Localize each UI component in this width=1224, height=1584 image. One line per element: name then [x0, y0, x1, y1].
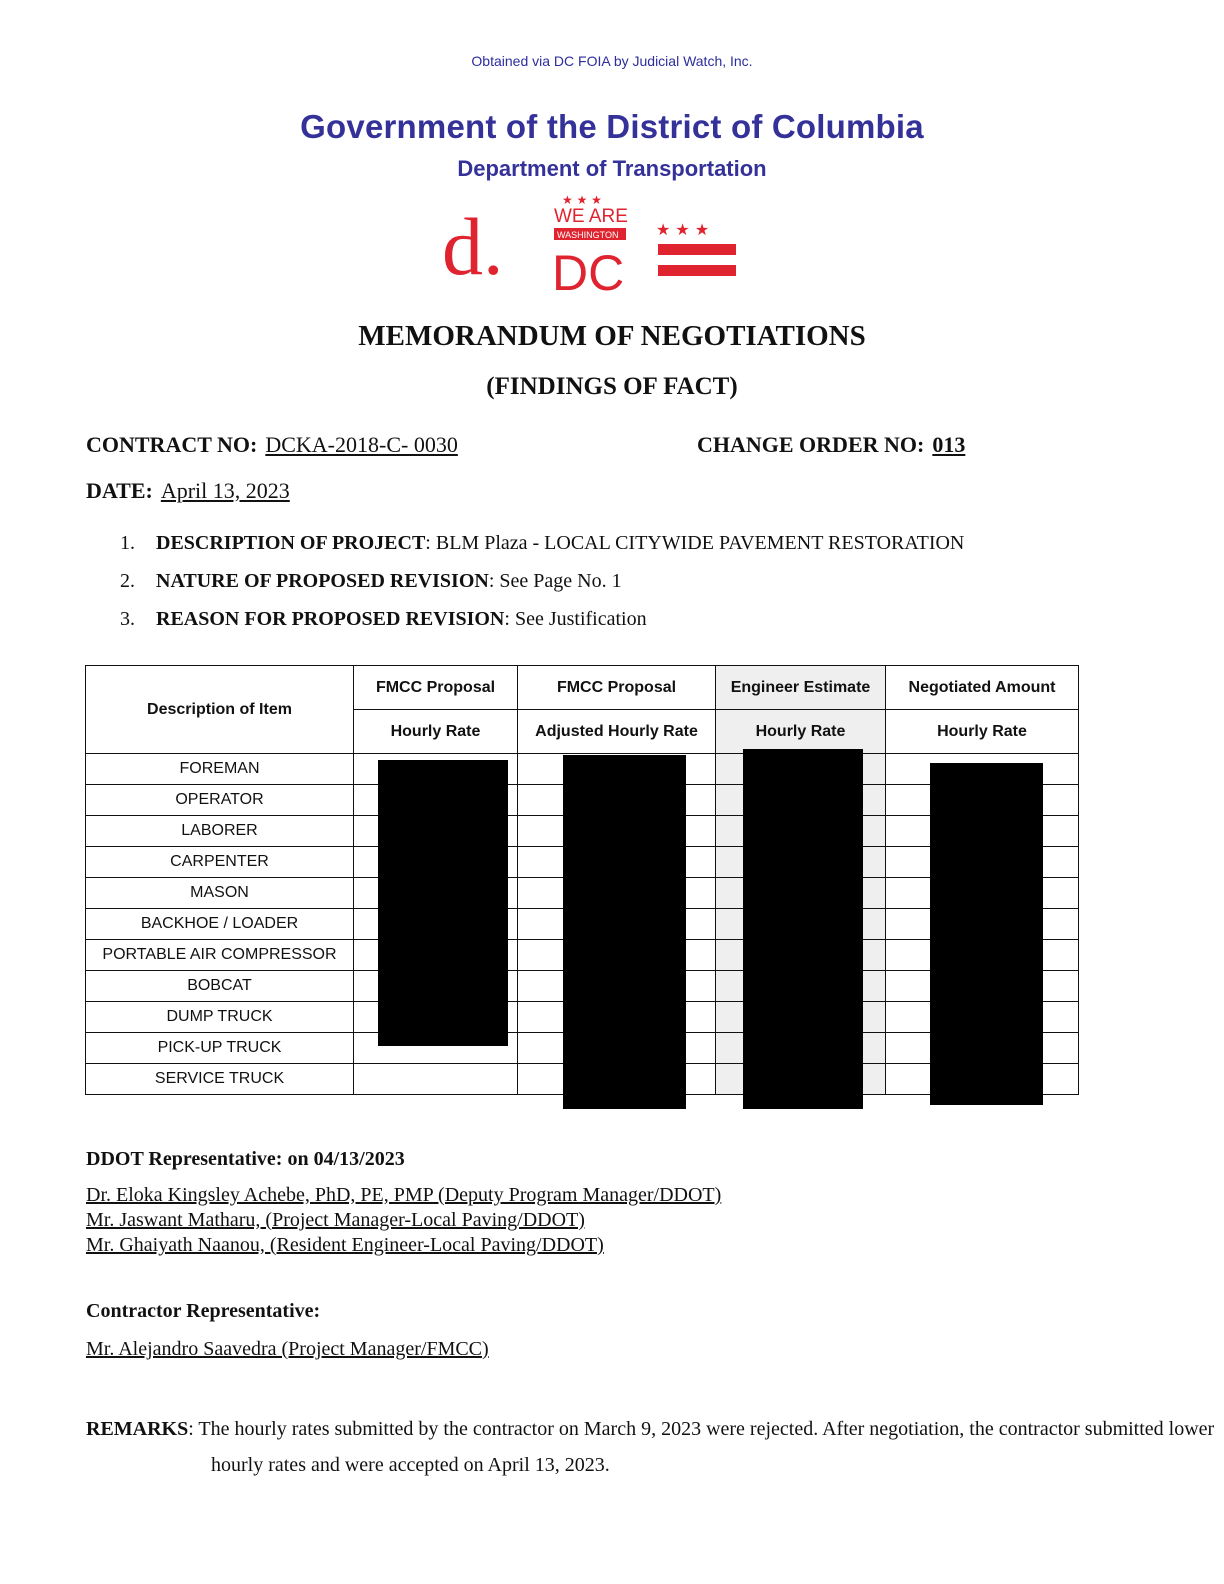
col-header: Negotiated Amount: [886, 666, 1079, 710]
department-heading: Department of Transportation: [457, 156, 767, 181]
list-item: 1. DESCRIPTION OF PROJECT: BLM Plaza - LOCAL CITYWIDE PAVEMENT RESTORATION: [120, 532, 965, 554]
row-label: OPERATOR: [86, 785, 354, 816]
memo-date: [86, 478, 290, 504]
representative-name: Mr. Ghaiyath Naanou, (Resident Engineer-Local Paving/DDOT): [86, 1234, 604, 1256]
contract-value: DCKA-2018-C- 0030: [265, 432, 458, 457]
dc-flag-icon: [656, 220, 736, 276]
change-order-label: CHANGE ORDER NO:: [697, 432, 925, 457]
list-item: 2. NATURE OF PROPOSED REVISION: See Page No. 1: [120, 570, 622, 592]
contract-number: [86, 432, 458, 458]
svg-text:★ ★ ★: ★ ★ ★: [656, 220, 710, 239]
government-heading: Government of the District of Columbia: [300, 108, 924, 145]
logo-washington-text: WASHINGTON: [557, 230, 619, 240]
col-header: FMCC Proposal: [518, 666, 716, 710]
memo-subtitle: (FINDINGS OF FACT): [486, 373, 738, 400]
date-label: DATE:: [86, 478, 153, 503]
row-label: PICK-UP TRUCK: [86, 1033, 354, 1064]
row-label: MASON: [86, 878, 354, 909]
col-subheader: Hourly Rate: [886, 710, 1079, 754]
date-value: April 13, 2023: [160, 478, 290, 503]
row-label: DUMP TRUCK: [86, 1002, 354, 1033]
redaction-box: [378, 760, 508, 1046]
change-order-value: 013: [932, 432, 966, 457]
svg-text:★ ★ ★: ★ ★ ★: [562, 193, 602, 207]
row-label: BOBCAT: [86, 971, 354, 1002]
redaction-box: [743, 749, 863, 1109]
col-header: FMCC Proposal: [354, 666, 518, 710]
contract-label: CONTRACT NO:: [86, 432, 258, 457]
col-subheader: Hourly Rate: [354, 710, 518, 754]
representative-name: Mr. Jaswant Matharu, (Project Manager-Local Paving/DDOT): [86, 1209, 585, 1231]
col-header: Engineer Estimate: [716, 666, 886, 710]
logo-d-letter: d.: [442, 201, 504, 292]
redaction-box: [563, 755, 686, 1109]
remarks: [86, 1411, 1221, 1483]
representative-name: Mr. Alejandro Saavedra (Project Manager/FMCC): [86, 1338, 489, 1360]
change-order-number: [697, 432, 965, 458]
remarks-text: : The hourly rates submitted by the contractor on March 9, 2023 were rejected. After negotiation, the contractor submitted lower hourly rates and were accepted on April 13, 2023.: [188, 1418, 1215, 1476]
row-label: LABORER: [86, 816, 354, 847]
redaction-box: [930, 763, 1043, 1105]
ddot-logo: [440, 192, 745, 297]
ddot-heading: DDOT Representative: on 04/13/2023: [86, 1148, 405, 1170]
ddot-representatives: [86, 1148, 721, 1258]
project-items-list: [120, 532, 964, 646]
col-subheader: Adjusted Hourly Rate: [518, 710, 716, 754]
contractor-representatives: [86, 1300, 489, 1362]
representative-name: Dr. Eloka Kingsley Achebe, PhD, PE, PMP (Deputy Program Manager/DDOT): [86, 1184, 722, 1206]
memo-title: MEMORANDUM OF NEGOTIATIONS: [358, 320, 866, 352]
desc-header: Description of Item: [86, 666, 354, 754]
row-label: CARPENTER: [86, 847, 354, 878]
remarks-label: REMARKS: [86, 1418, 189, 1440]
col-subheader: Hourly Rate: [716, 710, 886, 754]
logo-we-are-dc: [552, 193, 628, 297]
row-label: FOREMAN: [86, 754, 354, 785]
row-label: PORTABLE AIR COMPRESSOR: [86, 940, 354, 971]
row-label: SERVICE TRUCK: [86, 1064, 354, 1095]
contractor-heading: Contractor Representative:: [86, 1300, 321, 1322]
row-label: BACKHOE / LOADER: [86, 909, 354, 940]
logo-we-are-text: WE ARE: [554, 206, 628, 227]
logo-dc-text: DC: [552, 245, 625, 297]
foia-note: Obtained via DC FOIA by Judicial Watch, Inc.: [471, 53, 753, 69]
list-item: 3. REASON FOR PROPOSED REVISION: See Justification: [120, 608, 647, 630]
